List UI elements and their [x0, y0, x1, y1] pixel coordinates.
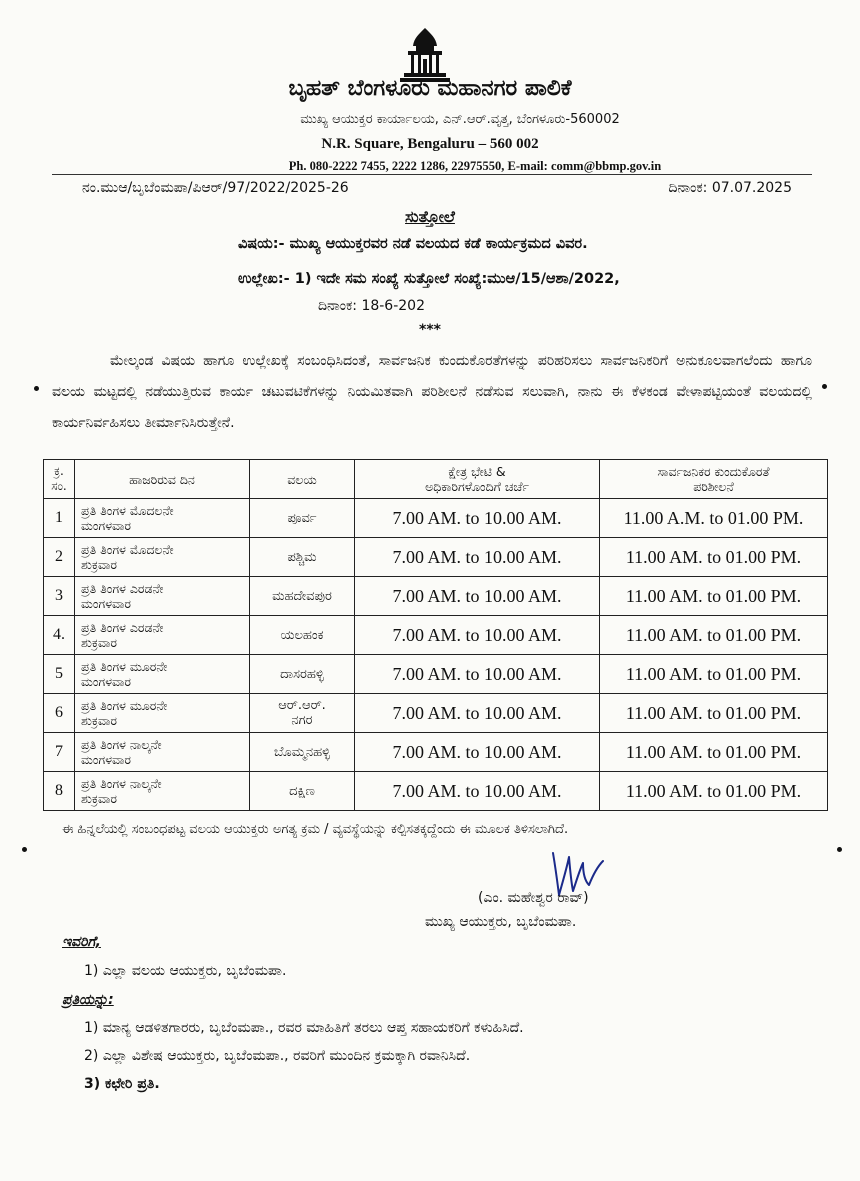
grievance-time-cell: 11.00 AM. to 01.00 PM. [600, 733, 828, 772]
zone-cell: ಪೂರ್ವ [250, 499, 355, 538]
serial-cell: 4. [44, 616, 75, 655]
day-cell: ಪ್ರತಿ ತಿಂಗಳ ಮೊದಲನೇ ಶುಕ್ರವಾರ [75, 538, 250, 577]
grievance-time-cell: 11.00 AM. to 01.00 PM. [600, 694, 828, 733]
table-row [44, 499, 828, 538]
schedule-body [44, 499, 828, 811]
header-zone: ವಲಯ [250, 460, 355, 499]
zone-cell: ದಕ್ಷಿಣ [250, 772, 355, 811]
copy-to-item: 1) ಮಾನ್ಯ ಆಡಳಿತಗಾರರು, ಬೃಬೆಂಮಪಾ., ರವರ ಮಾಹಿತಿಗೆ ತರಲು ಆಪ್ತ ಸಹಾಯಕರಿಗೆ ಕಳುಹಿಸಿದೆ. [84, 1020, 524, 1036]
grievance-time-cell: 11.00 AM. to 01.00 PM. [600, 655, 828, 694]
serial-cell: 1 [44, 499, 75, 538]
copy-to-heading: ಪ್ರತಿಯನ್ನು: [62, 992, 114, 1008]
table-row [44, 772, 828, 811]
header-grievance: ಸಾರ್ವಜನಿಕರ ಕುಂದುಕೊರತೆ ಪರಿಶೀಲನೆ [600, 460, 828, 499]
grievance-time-cell: 11.00 A.M. to 01.00 PM. [600, 499, 828, 538]
signatory-designation: ಮುಖ್ಯ ಆಯುಕ್ತರು, ಬೃಬೆಂಮಪಾ. [425, 914, 577, 930]
reference-number: ನಂ.ಮುಆ/ಬೃಬೆಂಮಪಾ/ಪಿಆರ್/97/2022/2025-26 [82, 180, 349, 196]
zone-cell: ಪಶ್ಚಿಮ [250, 538, 355, 577]
day-cell: ಪ್ರತಿ ತಿಂಗಳ ಮೊದಲನೇ ಮಂಗಳವಾರ [75, 499, 250, 538]
grievance-time-cell: 11.00 AM. to 01.00 PM. [600, 538, 828, 577]
table-row [44, 538, 828, 577]
separator: *** [419, 322, 441, 338]
serial-cell: 7 [44, 733, 75, 772]
zone-cell: ಆರ್.ಆರ್. ನಗರ [250, 694, 355, 733]
organization-name: ಬೃಹತ್ ಬೆಂಗಳೂರು ಮಹಾನಗರ ಪಾಲಿಕೆ [288, 76, 572, 101]
office-address: N.R. Square, Bengaluru – 560 002 [321, 136, 539, 152]
table-row [44, 694, 828, 733]
grievance-time-cell: 11.00 AM. to 01.00 PM. [600, 577, 828, 616]
day-cell: ಪ್ರತಿ ತಿಂಗಳ ಎರಡನೇ ಶುಕ್ರವಾರ [75, 616, 250, 655]
header-visit: ಕ್ಷೇತ್ರ ಭೇಟಿ & ಅಧಿಕಾರಿಗಳೊಂದಿಗೆ ಚರ್ಚೆ [355, 460, 600, 499]
signatory-name: (ಎಂ. ಮಹೇಶ್ವರ ರಾವ್) [478, 890, 589, 906]
header-divider [52, 174, 812, 175]
closing-note: ಈ ಹಿನ್ನಲೆಯಲ್ಲಿ ಸಂಬಂಧಪಟ್ಟ ವಲಯ ಆಯುಕ್ತರು ಅಗತ್ಯ ಕ್ರಮ / ವ್ಯವಸ್ಥೆಯನ್ನು ಕಲ್ಪಿಸತಕ್ಕದ್ದೆಂದು ಈ ಮೂಲಕ ತಿಳಿಸಲಾಗಿದೆ. [62, 822, 569, 837]
grievance-time-cell: 11.00 AM. to 01.00 PM. [600, 616, 828, 655]
contact-info: Ph. 080-2222 7455, 2222 1286, 22975550, E-mail: comm@bbmp.gov.in [288, 159, 662, 173]
table-row [44, 655, 828, 694]
visit-time-cell: 7.00 AM. to 10.00 AM. [355, 655, 600, 694]
day-cell: ಪ್ರತಿ ತಿಂಗಳ ಮೂರನೇ ಮಂಗಳವಾರ [75, 655, 250, 694]
zone-cell: ಮಹದೇವಪುರ [250, 577, 355, 616]
subject-line: ವಿಷಯ:- ಮುಖ್ಯ ಆಯುಕ್ತರವರ ನಡೆ ವಲಯದ ಕಡೆ ಕಾರ್ಯಕ್ರಮದ ವಿವರ. [238, 236, 588, 252]
visit-time-cell: 7.00 AM. to 10.00 AM. [355, 772, 600, 811]
scan-mark [22, 847, 27, 852]
to-item: 1) ಎಲ್ಲಾ ವಲಯ ಆಯುಕ್ತರು, ಬೃಬೆಂಮಪಾ. [84, 963, 287, 979]
day-cell: ಪ್ರತಿ ತಿಂಗಳ ನಾಲ್ಕನೇ ಶುಕ್ರವಾರ [75, 772, 250, 811]
office-name: ಮುಖ್ಯ ಆಯುಕ್ತರ ಕಾರ್ಯಾಲಯ, ಎನ್.ಆರ್.ವೃತ್ತ, ಬೆಂಗಳೂರು-560002 [300, 112, 620, 127]
to-heading: ಇವರಿಗೆ, [62, 934, 101, 950]
scan-mark [34, 386, 39, 391]
header-serial: ಕ್ರ. ಸಂ. [44, 460, 75, 499]
visit-time-cell: 7.00 AM. to 10.00 AM. [355, 499, 600, 538]
visit-time-cell: 7.00 AM. to 10.00 AM. [355, 733, 600, 772]
header-day: ಹಾಜರಿರುವ ದಿನ [75, 460, 250, 499]
zone-cell: ಬೊಮ್ಮನಹಳ್ಳಿ [250, 733, 355, 772]
serial-cell: 8 [44, 772, 75, 811]
table-row [44, 577, 828, 616]
table-row [44, 733, 828, 772]
zone-cell: ಯಲಹಂಕ [250, 616, 355, 655]
serial-cell: 3 [44, 577, 75, 616]
grievance-time-cell: 11.00 AM. to 01.00 PM. [600, 772, 828, 811]
body-paragraph: ಮೇಲ್ಕಂಡ ವಿಷಯ ಹಾಗೂ ಉಲ್ಲೇಖಕ್ಕೆ ಸಂಬಂಧಿಸಿದಂತೆ, ಸಾರ್ವಜನಿಕ ಕುಂದುಕೊರತೆಗಳನ್ನು ಪರಿಹರಿಸಲು ಸಾರ್ವಜನಿಕರಿಗೆ ಅನುಕೂಲವಾಗಲೆಂದು ಹಾಗೂ ವಲಯ ಮಟ್ಟದಲ್ಲಿ ನಡೆಯುತ್ತಿರುವ ಕಾರ್ಯ ಚಟುವಟಿಕೆಗಳನ್ನು ನಿಯಮಿತವಾಗಿ ಪರಿಶೀಲನೆ ನಡೆಸುವ ಸಲುವಾಗಿ, ನಾನು ಈ ಕೆಳಕಂಡ ವೇಳಾಪಟ್ಟಿಯಂತೆ ವಲಯದಲ್ಲಿ ಕಾರ್ಯನಿರ್ವಹಿಸಲು ತೀರ್ಮಾನಿಸಿರುತ್ತೇನೆ. [52, 353, 812, 431]
zone-cell: ದಾಸರಹಳ್ಳಿ [250, 655, 355, 694]
visit-time-cell: 7.00 AM. to 10.00 AM. [355, 577, 600, 616]
serial-cell: 6 [44, 694, 75, 733]
serial-cell: 5 [44, 655, 75, 694]
circular-title: ಸುತ್ತೋಲೆ [405, 207, 455, 226]
day-cell: ಪ್ರತಿ ತಿಂಗಳ ಮೂರನೇ ಶುಕ್ರವಾರ [75, 694, 250, 733]
copy-to-item: 3) ಕಛೇರಿ ಪ್ರತಿ. [84, 1076, 160, 1092]
scan-mark [837, 847, 842, 852]
visit-time-cell: 7.00 AM. to 10.00 AM. [355, 616, 600, 655]
visit-time-cell: 7.00 AM. to 10.00 AM. [355, 694, 600, 733]
serial-cell: 2 [44, 538, 75, 577]
schedule-table [43, 459, 828, 811]
day-cell: ಪ್ರತಿ ತಿಂಗಳ ನಾಲ್ಕನೇ ಮಂಗಳವಾರ [75, 733, 250, 772]
letter-date: ದಿನಾಂಕ: 07.07.2025 [668, 180, 792, 196]
reference-date: ದಿನಾಂಕ: 18-6-202 [318, 298, 425, 314]
table-header-row [44, 460, 828, 499]
day-cell: ಪ್ರತಿ ತಿಂಗಳ ಎರಡನೇ ಮಂಗಳವಾರ [75, 577, 250, 616]
reference-line: ಉಲ್ಲೇಖ:- 1) ಇದೇ ಸಮ ಸಂಖ್ಯೆ ಸುತ್ತೋಲೆ ಸಂಖ್ಯೆ:ಮುಆ/15/ಆಶಾ/2022, [238, 271, 620, 287]
copy-to-item: 2) ಎಲ್ಲಾ ವಿಶೇಷ ಆಯುಕ್ತರು, ಬೃಬೆಂಮಪಾ., ರವರಿಗೆ ಮುಂದಿನ ಕ್ರಮಕ್ಕಾಗಿ ರವಾನಿಸಿದೆ. [84, 1048, 471, 1064]
visit-time-cell: 7.00 AM. to 10.00 AM. [355, 538, 600, 577]
scan-mark [822, 384, 827, 389]
table-row [44, 616, 828, 655]
